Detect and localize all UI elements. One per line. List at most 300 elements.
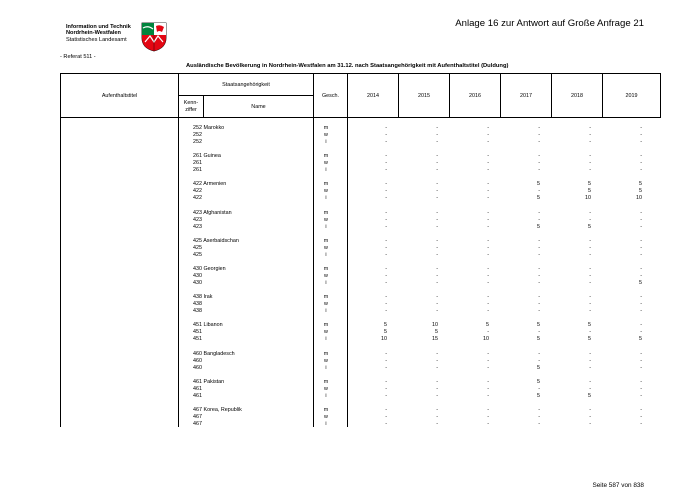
- sex-cell: i: [325, 251, 327, 258]
- value-cell: -: [385, 364, 387, 371]
- kennziffer-cell: 430 Georgien: [193, 265, 226, 272]
- value-cell: -: [538, 251, 540, 258]
- sex-cell: w: [324, 357, 328, 364]
- value-cell: -: [385, 301, 387, 308]
- value-cell: -: [436, 167, 438, 174]
- page-number: Seite 587 von 838: [592, 482, 644, 489]
- header-year: 2018: [552, 74, 603, 118]
- sex-cell: i: [325, 195, 327, 202]
- value-cell: -: [436, 251, 438, 258]
- value-cell: -: [589, 406, 591, 413]
- sex-cell: m: [323, 350, 329, 357]
- value-cell: -: [385, 160, 387, 167]
- value-cell: -: [487, 301, 489, 308]
- header-aufenthaltstitel: Aufenthaltstitel: [61, 74, 179, 118]
- value-cell: -: [487, 195, 489, 202]
- referat-label: - Referat 511 -: [60, 54, 96, 60]
- value-cell: -: [385, 195, 387, 202]
- kennziffer-cell: 425 Aserbaidschan: [193, 237, 239, 244]
- sex-cell: w: [324, 216, 328, 223]
- value-cell: -: [640, 406, 642, 413]
- value-cell: -: [385, 167, 387, 174]
- value-cell: -: [589, 301, 591, 308]
- value-cell: -: [385, 209, 387, 216]
- value-cell: -: [385, 392, 387, 399]
- value-cell: -: [436, 364, 438, 371]
- kennziffer-cell: 261: [193, 167, 202, 174]
- value-cell: -: [640, 420, 642, 427]
- value-cell: -: [487, 406, 489, 413]
- value-cell: -: [385, 385, 387, 392]
- value-cell: -: [589, 378, 591, 385]
- value-cell: -: [640, 167, 642, 174]
- value-cell: -: [385, 139, 387, 145]
- value-cell: -: [640, 153, 642, 160]
- value-cell: -: [640, 301, 642, 308]
- sex-cell: m: [323, 265, 329, 272]
- value-cell: 5: [486, 322, 489, 329]
- value-cell: -: [436, 181, 438, 188]
- kennziffer-cell: 423: [193, 223, 202, 230]
- header-year: 2017: [501, 74, 552, 118]
- value-cell: 5: [537, 181, 540, 188]
- value-cell: -: [538, 139, 540, 145]
- table-row: [0, 160, 700, 167]
- sex-cell: m: [323, 153, 329, 160]
- value-cell: -: [385, 153, 387, 160]
- value-cell: -: [589, 385, 591, 392]
- header-name: Name: [204, 96, 314, 118]
- value-cell: 5: [537, 223, 540, 230]
- value-cell: -: [640, 413, 642, 420]
- kennziffer-cell: 252: [193, 132, 202, 138]
- value-cell: -: [487, 251, 489, 258]
- table-row: [0, 336, 700, 343]
- sex-cell: m: [323, 125, 329, 131]
- sex-cell: w: [324, 188, 328, 195]
- table-row: [0, 393, 700, 400]
- org-name-line1: Information und Technik: [66, 24, 131, 30]
- org-block: [66, 24, 131, 43]
- header-kennziffer-line1: Kenn-: [183, 99, 199, 106]
- kennziffer-cell: 461 Pakistan: [193, 378, 225, 385]
- value-cell: -: [487, 153, 489, 160]
- value-cell: -: [640, 265, 642, 272]
- value-cell: -: [538, 153, 540, 160]
- value-cell: -: [640, 139, 642, 145]
- value-cell: -: [538, 279, 540, 286]
- value-cell: -: [385, 406, 387, 413]
- header-year: 2019: [603, 74, 661, 118]
- country-group: [0, 294, 700, 322]
- value-cell: -: [589, 308, 591, 315]
- value-cell: -: [589, 329, 591, 336]
- kennziffer-cell: 438 Irak: [193, 294, 213, 301]
- kennziffer-cell: 438: [193, 308, 202, 315]
- value-cell: -: [385, 357, 387, 364]
- value-cell: -: [436, 223, 438, 230]
- sex-cell: i: [325, 167, 327, 174]
- header-kennziffer-line2: ziffer: [185, 106, 197, 113]
- value-cell: -: [538, 301, 540, 308]
- value-cell: 5: [384, 322, 387, 329]
- table-row: [0, 188, 700, 195]
- sex-cell: w: [324, 132, 328, 138]
- value-cell: 5: [639, 336, 642, 343]
- kennziffer-cell: 451 Libanon: [193, 322, 223, 329]
- value-cell: -: [640, 294, 642, 301]
- sex-cell: i: [325, 336, 327, 343]
- header-kennziffer: [179, 96, 204, 118]
- value-cell: -: [487, 139, 489, 145]
- value-cell: -: [487, 160, 489, 167]
- value-cell: -: [436, 279, 438, 286]
- value-cell: -: [487, 364, 489, 371]
- header-year: 2014: [348, 74, 399, 118]
- value-cell: -: [640, 272, 642, 279]
- sex-cell: w: [324, 160, 328, 167]
- country-group: [0, 407, 700, 435]
- table-row: [0, 351, 700, 358]
- header-year: 2016: [450, 74, 501, 118]
- country-group: [0, 210, 700, 238]
- table-title: Ausländische Bevölkerung in Nordrhein-Westfalen am 31.12. nach Staatsangehörigkeit mit Aufenthaltstitel (Duldung): [186, 63, 509, 69]
- sex-cell: m: [323, 378, 329, 385]
- value-cell: -: [385, 272, 387, 279]
- value-cell: -: [538, 244, 540, 251]
- kennziffer-cell: 467: [193, 413, 202, 420]
- value-cell: -: [640, 223, 642, 230]
- value-cell: -: [487, 357, 489, 364]
- value-cell: 5: [537, 364, 540, 371]
- value-cell: -: [436, 385, 438, 392]
- value-cell: -: [385, 188, 387, 195]
- value-cell: 10: [432, 322, 438, 329]
- kennziffer-cell: 430: [193, 279, 202, 286]
- sex-cell: i: [325, 364, 327, 371]
- value-cell: -: [487, 216, 489, 223]
- sex-cell: i: [325, 392, 327, 399]
- table-row: [0, 322, 700, 329]
- sex-cell: w: [324, 272, 328, 279]
- sex-cell: w: [324, 301, 328, 308]
- value-cell: -: [589, 420, 591, 427]
- value-cell: -: [487, 329, 489, 336]
- value-cell: -: [385, 237, 387, 244]
- table-row: [0, 407, 700, 414]
- kennziffer-cell: 467 Korea, Republik: [193, 406, 242, 413]
- value-cell: -: [385, 132, 387, 138]
- value-cell: -: [487, 272, 489, 279]
- value-cell: -: [436, 392, 438, 399]
- table-row: [0, 139, 700, 146]
- value-cell: -: [385, 378, 387, 385]
- value-cell: -: [538, 350, 540, 357]
- value-cell: -: [640, 125, 642, 131]
- table-row: [0, 308, 700, 315]
- table-row: [0, 358, 700, 365]
- value-cell: -: [436, 188, 438, 195]
- value-cell: -: [640, 329, 642, 336]
- value-cell: -: [589, 125, 591, 131]
- value-cell: -: [589, 244, 591, 251]
- value-cell: 10: [381, 336, 387, 343]
- value-cell: -: [436, 237, 438, 244]
- value-cell: -: [589, 364, 591, 371]
- country-group: [0, 238, 700, 266]
- value-cell: -: [589, 209, 591, 216]
- value-cell: -: [385, 279, 387, 286]
- value-cell: 5: [537, 322, 540, 329]
- kennziffer-cell: 422: [193, 188, 202, 195]
- kennziffer-cell: 425: [193, 251, 202, 258]
- value-cell: -: [385, 420, 387, 427]
- value-cell: -: [385, 251, 387, 258]
- value-cell: -: [538, 160, 540, 167]
- value-cell: 5: [537, 392, 540, 399]
- sex-cell: m: [323, 209, 329, 216]
- sex-cell: i: [325, 308, 327, 315]
- kennziffer-cell: 461: [193, 385, 202, 392]
- value-cell: -: [436, 301, 438, 308]
- table-row: [0, 266, 700, 273]
- value-cell: -: [385, 294, 387, 301]
- value-cell: 5: [588, 392, 591, 399]
- value-cell: -: [640, 237, 642, 244]
- value-cell: -: [436, 125, 438, 131]
- value-cell: -: [640, 216, 642, 223]
- value-cell: -: [589, 294, 591, 301]
- table-row: [0, 365, 700, 372]
- table-row: [0, 195, 700, 202]
- value-cell: -: [436, 413, 438, 420]
- value-cell: -: [385, 350, 387, 357]
- value-cell: -: [487, 392, 489, 399]
- value-cell: -: [487, 125, 489, 131]
- value-cell: -: [385, 223, 387, 230]
- value-cell: -: [487, 132, 489, 138]
- value-cell: 5: [537, 195, 540, 202]
- value-cell: 5: [384, 329, 387, 336]
- table-row: [0, 301, 700, 308]
- value-cell: -: [436, 265, 438, 272]
- value-cell: 5: [537, 378, 540, 385]
- nrw-coat-of-arms-icon: [141, 22, 167, 52]
- value-cell: -: [436, 160, 438, 167]
- value-cell: -: [436, 308, 438, 315]
- value-cell: -: [487, 420, 489, 427]
- value-cell: 10: [585, 195, 591, 202]
- value-cell: -: [640, 244, 642, 251]
- value-cell: -: [487, 209, 489, 216]
- table-row: [0, 273, 700, 280]
- header-staatsangehoerigkeit: Staatsangehörigkeit: [179, 74, 314, 96]
- table-row: [0, 245, 700, 252]
- value-cell: 15: [432, 336, 438, 343]
- value-cell: -: [589, 167, 591, 174]
- value-cell: 5: [639, 279, 642, 286]
- value-cell: -: [640, 392, 642, 399]
- kennziffer-cell: 261 Guinea: [193, 153, 221, 160]
- kennziffer-cell: 451: [193, 336, 202, 343]
- sex-cell: w: [324, 244, 328, 251]
- value-cell: -: [487, 265, 489, 272]
- value-cell: -: [589, 237, 591, 244]
- value-cell: 5: [588, 322, 591, 329]
- country-group: [0, 322, 700, 350]
- kennziffer-cell: 423: [193, 216, 202, 223]
- value-cell: -: [589, 279, 591, 286]
- header-geschlecht: Gesch.: [314, 74, 348, 118]
- sex-cell: i: [325, 279, 327, 286]
- value-cell: -: [538, 329, 540, 336]
- value-cell: -: [487, 378, 489, 385]
- table-row: [0, 167, 700, 174]
- value-cell: -: [487, 181, 489, 188]
- kennziffer-cell: 252 Marokko: [193, 125, 225, 131]
- country-group: [0, 266, 700, 294]
- value-cell: -: [436, 244, 438, 251]
- value-cell: -: [538, 272, 540, 279]
- value-cell: -: [589, 153, 591, 160]
- value-cell: 5: [588, 188, 591, 195]
- sex-cell: i: [325, 420, 327, 427]
- sex-cell: m: [323, 181, 329, 188]
- country-group: [0, 153, 700, 181]
- table-row: [0, 181, 700, 188]
- kennziffer-cell: 422: [193, 195, 202, 202]
- table-row: [0, 252, 700, 259]
- value-cell: -: [487, 413, 489, 420]
- value-cell: -: [436, 406, 438, 413]
- value-cell: -: [538, 188, 540, 195]
- kennziffer-cell: 460: [193, 357, 202, 364]
- value-cell: -: [385, 181, 387, 188]
- value-cell: -: [589, 216, 591, 223]
- value-cell: -: [487, 350, 489, 357]
- value-cell: 5: [588, 223, 591, 230]
- table-row: [0, 210, 700, 217]
- value-cell: -: [385, 308, 387, 315]
- value-cell: -: [385, 413, 387, 420]
- value-cell: -: [487, 167, 489, 174]
- value-cell: -: [640, 209, 642, 216]
- value-cell: -: [640, 378, 642, 385]
- value-cell: -: [538, 125, 540, 131]
- sex-cell: m: [323, 406, 329, 413]
- value-cell: -: [385, 216, 387, 223]
- kennziffer-cell: 461: [193, 392, 202, 399]
- value-cell: -: [436, 294, 438, 301]
- value-cell: -: [385, 125, 387, 131]
- value-cell: -: [538, 265, 540, 272]
- value-cell: -: [436, 216, 438, 223]
- value-cell: -: [640, 385, 642, 392]
- value-cell: -: [538, 132, 540, 138]
- kennziffer-cell: 425: [193, 244, 202, 251]
- value-cell: -: [589, 272, 591, 279]
- value-cell: -: [589, 160, 591, 167]
- sex-cell: w: [324, 413, 328, 420]
- kennziffer-cell: 252: [193, 139, 202, 145]
- value-cell: -: [436, 350, 438, 357]
- value-cell: -: [589, 251, 591, 258]
- country-group: [0, 351, 700, 379]
- table-row: [0, 132, 700, 139]
- value-cell: -: [538, 216, 540, 223]
- table-row: [0, 294, 700, 301]
- value-cell: -: [538, 237, 540, 244]
- value-cell: -: [640, 350, 642, 357]
- sex-cell: i: [325, 139, 327, 145]
- value-cell: -: [538, 406, 540, 413]
- value-cell: -: [487, 237, 489, 244]
- value-cell: 10: [483, 336, 489, 343]
- value-cell: -: [436, 153, 438, 160]
- kennziffer-cell: 422 Armenien: [193, 181, 227, 188]
- value-cell: 10: [636, 195, 642, 202]
- value-cell: -: [640, 251, 642, 258]
- value-cell: 5: [588, 181, 591, 188]
- table-row: [0, 224, 700, 231]
- table-row: [0, 379, 700, 386]
- kennziffer-cell: 460 Bangladesch: [193, 350, 235, 357]
- value-cell: -: [640, 364, 642, 371]
- table-row: [0, 421, 700, 428]
- value-cell: -: [538, 209, 540, 216]
- value-cell: -: [589, 139, 591, 145]
- value-cell: -: [487, 223, 489, 230]
- value-cell: 5: [537, 336, 540, 343]
- value-cell: -: [436, 420, 438, 427]
- value-cell: -: [589, 132, 591, 138]
- value-cell: -: [385, 265, 387, 272]
- value-cell: -: [436, 378, 438, 385]
- table-row: [0, 329, 700, 336]
- sex-cell: i: [325, 223, 327, 230]
- kennziffer-cell: 423 Afghanistan: [193, 209, 232, 216]
- value-cell: 5: [639, 188, 642, 195]
- value-cell: -: [487, 188, 489, 195]
- value-cell: -: [436, 357, 438, 364]
- value-cell: -: [487, 385, 489, 392]
- table-row: [0, 238, 700, 245]
- kennziffer-cell: 451: [193, 329, 202, 336]
- value-cell: -: [487, 308, 489, 315]
- country-group: [0, 379, 700, 407]
- value-cell: -: [640, 322, 642, 329]
- value-cell: -: [640, 132, 642, 138]
- value-cell: -: [538, 413, 540, 420]
- document-reference: Anlage 16 zur Antwort auf Große Anfrage 21: [455, 18, 644, 29]
- value-cell: 5: [588, 336, 591, 343]
- table-row: [0, 153, 700, 160]
- kennziffer-cell: 467: [193, 420, 202, 427]
- header-year: 2015: [399, 74, 450, 118]
- table-row: [0, 280, 700, 287]
- sex-cell: w: [324, 385, 328, 392]
- sex-cell: m: [323, 322, 329, 329]
- value-cell: -: [538, 167, 540, 174]
- value-cell: -: [589, 265, 591, 272]
- value-cell: -: [487, 279, 489, 286]
- kennziffer-cell: 438: [193, 301, 202, 308]
- country-group: [0, 181, 700, 209]
- value-cell: -: [538, 294, 540, 301]
- value-cell: 5: [639, 181, 642, 188]
- kennziffer-cell: 460: [193, 364, 202, 371]
- value-cell: -: [589, 350, 591, 357]
